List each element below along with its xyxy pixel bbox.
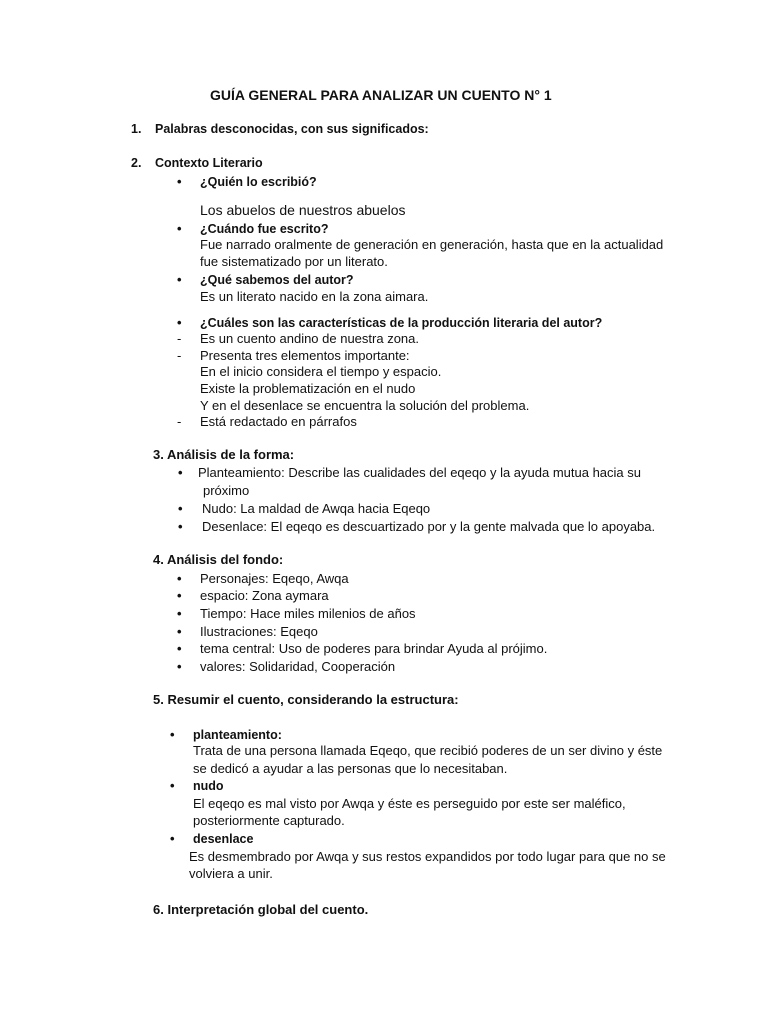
answer-who-wrote: Los abuelos de nuestros abuelos: [200, 202, 406, 218]
answer-when-written-line-1: Fue narrado oralmente de generación en generación, hasta que en la actualidad: [200, 237, 664, 252]
summary-planteamiento-line-1: Trata de una persona llamada Eqeqo, que recibió poderes de un ser divino y éste: [193, 743, 663, 758]
summary-nudo-title: nudo: [193, 779, 224, 793]
bullet-icon: •: [178, 465, 183, 480]
characteristic-1: Es un cuento andino de nuestra zona.: [200, 331, 419, 346]
section-4-heading: 4. Análisis del fondo:: [153, 552, 284, 567]
bullet-icon: •: [177, 315, 182, 330]
summary-desenlace-line-1: Es desmembrado por Awqa y sus restos expandidos por todo lugar para que no se: [189, 849, 666, 864]
bullet-icon: •: [177, 606, 182, 621]
fondo-item: valores: Solidaridad, Cooperación: [200, 659, 396, 674]
fondo-item: Personajes: Eqeqo, Awqa: [200, 571, 349, 586]
bullet-icon: •: [178, 519, 183, 534]
characteristic-2-line-1: En el inicio considera el tiempo y espacio.: [200, 364, 442, 379]
summary-desenlace-line-2: volviera a unir.: [189, 866, 273, 881]
section-1-heading: Palabras desconocidas, con sus significados:: [155, 122, 429, 136]
form-item-planteamiento-line-1: Planteamiento: Describe las cualidades del eqeqo y la ayuda mutua hacia su: [198, 465, 641, 480]
bullet-icon: •: [177, 659, 182, 674]
summary-planteamiento-line-2: se dedicó a ayudar a las personas que lo necesitaban.: [193, 761, 508, 776]
question-about-author: ¿Qué sabemos del autor?: [200, 273, 354, 287]
summary-planteamiento-title: planteamiento:: [193, 728, 282, 742]
question-when-written: ¿Cuándo fue escrito?: [200, 222, 329, 236]
bullet-icon: •: [177, 588, 182, 603]
section-6-heading: 6. Interpretación global del cuento.: [153, 902, 369, 917]
fondo-item: tema central: Uso de poderes para brindar Ayuda al prójimo.: [200, 641, 548, 656]
answer-when-written-line-2: fue sistematizado por un literato.: [200, 254, 388, 269]
summary-nudo-line-2: posteriormente capturado.: [193, 813, 345, 828]
bullet-icon: •: [178, 501, 183, 516]
bullet-icon: •: [177, 221, 182, 236]
bullet-icon: •: [170, 778, 175, 793]
characteristic-2-line-2: Existe la problematización en el nudo: [200, 381, 416, 396]
question-characteristics: ¿Cuáles son las características de la producción literaria del autor?: [200, 316, 603, 330]
section-1-number: 1.: [131, 122, 142, 136]
fondo-item: Tiempo: Hace miles milenios de años: [200, 606, 416, 621]
dash-icon: -: [177, 348, 182, 363]
summary-nudo-line-1: El eqeqo es mal visto por Awqa y éste es perseguido por este ser maléfico,: [193, 796, 626, 811]
dash-icon: -: [177, 331, 182, 346]
bullet-icon: •: [177, 571, 182, 586]
question-who-wrote: ¿Quién lo escribió?: [200, 175, 317, 189]
characteristic-2: Presenta tres elementos importante:: [200, 348, 410, 363]
answer-about-author: Es un literato nacido en la zona aimara.: [200, 289, 429, 304]
bullet-icon: •: [177, 174, 182, 189]
bullet-icon: •: [177, 272, 182, 287]
characteristic-3: Está redactado en párrafos: [200, 414, 357, 429]
section-2-heading: Contexto Literario: [155, 156, 263, 170]
bullet-icon: •: [177, 624, 182, 639]
section-5-heading: 5. Resumir el cuento, considerando la estructura:: [153, 692, 459, 707]
fondo-item: espacio: Zona aymara: [200, 588, 329, 603]
fondo-item: Ilustraciones: Eqeqo: [200, 624, 318, 639]
page-title: GUÍA GENERAL PARA ANALIZAR UN CUENTO N° 1: [210, 87, 552, 103]
bullet-icon: •: [177, 641, 182, 656]
bullet-icon: •: [170, 831, 175, 846]
dash-icon: -: [177, 414, 182, 429]
form-item-planteamiento-line-2: próximo: [203, 483, 250, 498]
bullet-icon: •: [170, 727, 175, 742]
summary-desenlace-title: desenlace: [193, 832, 254, 846]
characteristic-2-line-3: Y en el desenlace se encuentra la solución del problema.: [200, 398, 530, 413]
form-item-desenlace: Desenlace: El eqeqo es descuartizado por y la gente malvada que lo apoyaba.: [202, 519, 656, 534]
form-item-nudo: Nudo: La maldad de Awqa hacia Eqeqo: [202, 501, 431, 516]
section-2-number: 2.: [131, 156, 142, 170]
section-3-heading: 3. Análisis de la forma:: [153, 447, 295, 462]
